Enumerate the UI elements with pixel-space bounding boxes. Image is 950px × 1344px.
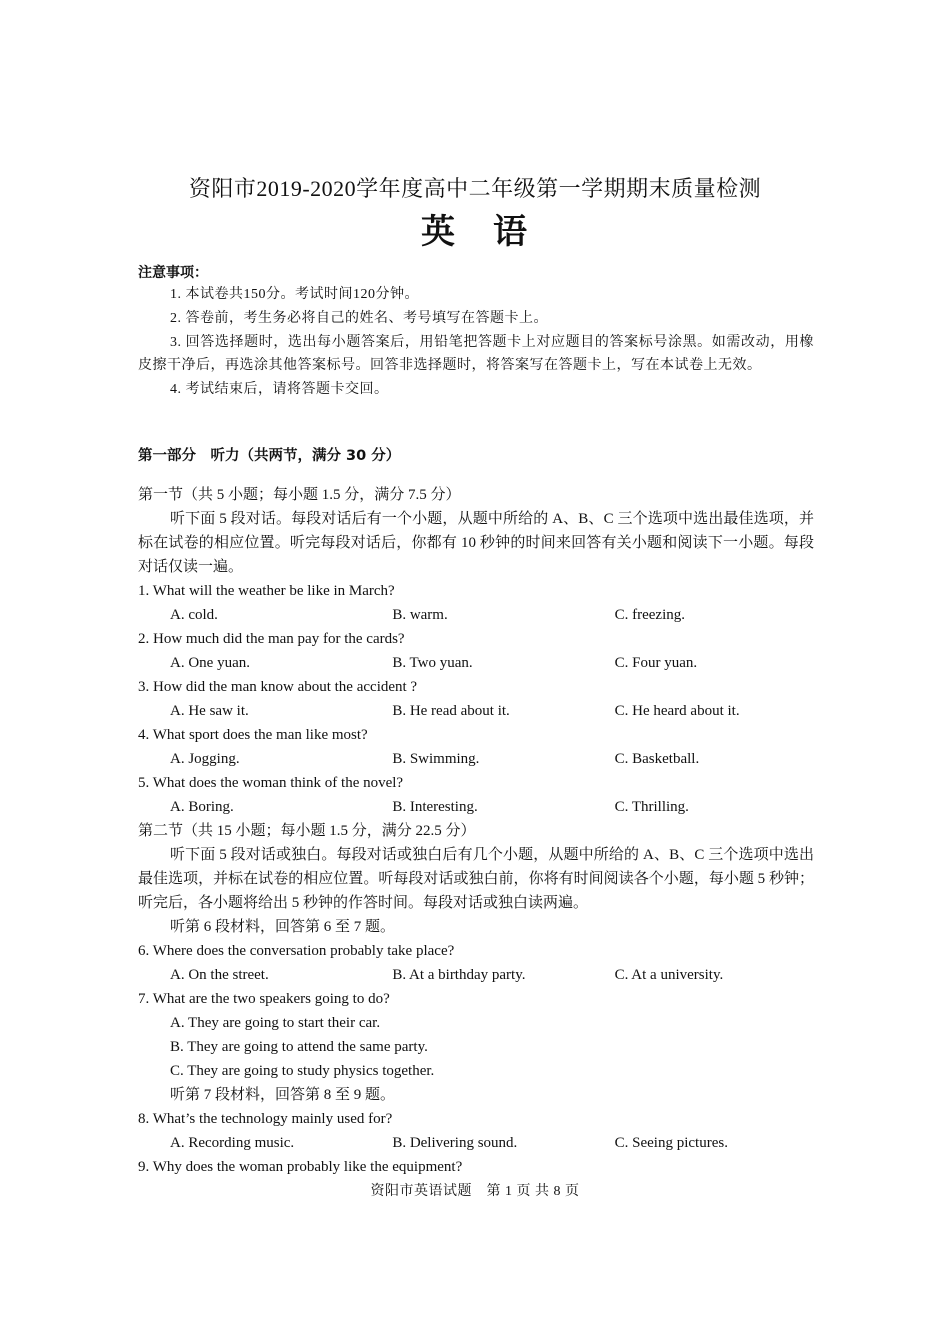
option-b: B. Interesting. <box>392 799 478 815</box>
section-title: 第一节（共 5 小题；每小题 1.5 分，满分 7.5 分） <box>138 487 461 503</box>
option-c: C. He heard about it. <box>614 703 740 719</box>
question-options <box>138 1131 814 1155</box>
notice-item: 1. 本试卷共150分。考试时间120分钟。 <box>170 287 419 302</box>
option-c: C. At a university. <box>614 967 724 983</box>
section-title: 第二节（共 15 小题；每小题 1.5 分，满分 22.5 分） <box>138 823 476 839</box>
option-a: A. Jogging. <box>170 751 240 767</box>
notice-section <box>138 263 814 402</box>
option-c: C. Four yuan. <box>614 655 698 671</box>
questions-content <box>138 483 814 1179</box>
option-b: B. warm. <box>392 607 448 623</box>
question-options <box>138 699 814 723</box>
option-c: C. Basketball. <box>614 751 700 767</box>
option-b: B. He read about it. <box>392 703 510 719</box>
option-b: B. They are going to attend the same party. <box>170 1039 428 1055</box>
question-options <box>138 747 814 771</box>
part-heading: 第一部分 听力（共两节，满分 30 分） <box>138 448 401 464</box>
option-a: A. cold. <box>170 607 218 623</box>
question-options <box>138 795 814 819</box>
question-stem: 6. Where does the conversation probably take place? <box>138 943 455 959</box>
notice-heading: 注意事项： <box>138 265 208 281</box>
option-b: B. Swimming. <box>392 751 480 767</box>
subject-title: 英 语 <box>421 212 529 252</box>
question-stem: 2. How much did the man pay for the cards? <box>138 631 405 647</box>
question-options <box>138 963 814 987</box>
option-b: B. Two yuan. <box>392 655 473 671</box>
question-stem: 4. What sport does the man like most? <box>138 727 368 743</box>
question-stem: 1. What will the weather be like in March? <box>138 583 395 599</box>
question-stem: 7. What are the two speakers going to do? <box>138 991 390 1007</box>
option-c: C. Thrilling. <box>614 799 689 815</box>
question-options <box>138 603 814 627</box>
notice-item: 2. 答卷前，考生务必将自己的姓名、考号填写在答题卡上。 <box>170 310 548 326</box>
notice-item: 4. 考试结束后，请将答题卡交回。 <box>170 382 389 398</box>
option-a: A. One yuan. <box>170 655 250 671</box>
option-b: B. At a birthday party. <box>392 967 526 983</box>
material-note: 听第 6 段材料，回答第 6 至 7 题。 <box>170 919 396 935</box>
exam-title: 资阳市2019-2020学年度高中二年级第一学期期末质量检测 <box>188 176 762 201</box>
question-stem: 8. What’s the technology mainly used for? <box>138 1111 393 1127</box>
option-a: A. He saw it. <box>170 703 249 719</box>
question-options <box>138 651 814 675</box>
page-footer: 资阳市英语试题 第 1 页 共 8 页 <box>370 1184 580 1199</box>
option-a: A. Boring. <box>170 799 234 815</box>
option-a: A. They are going to start their car. <box>170 1015 381 1031</box>
option-c: C. freezing. <box>614 607 686 623</box>
option-b: B. Delivering sound. <box>392 1135 518 1151</box>
option-c: C. Seeing pictures. <box>614 1135 728 1151</box>
option-a: A. Recording music. <box>170 1135 295 1151</box>
notice-item: 3. 回答选择题时，选出每小题答案后，用铅笔把答题卡上对应题目的答案标号涂黑。如需改动，用橡皮擦干净后，再选涂其他答案标号。回答非选择题时，将答案写在答题卡上，写在本试卷上无效。 <box>138 334 814 374</box>
section-instructions: 听下面 5 段对话。每段对话后有一个小题，从题中所给的 A、B、C 三个选项中选出最佳选项，并标在试卷的相应位置。听完每段对话后，你都有 10 秒钟的时间来回答有关小题和阅读下一小题。每段对话仅读一遍。 <box>138 511 814 575</box>
question-stem: 5. What does the woman think of the novel? <box>138 775 404 791</box>
section-instructions: 听下面 5 段对话或独白。每段对话或独白后有几个小题，从题中所给的 A、B、C 三个选项中选出最佳选项，并标在试卷的相应位置。听每段对话或独白前，你将有时间阅读各个小题，每小题 5 秒钟；听完后，各小题将给出 5 秒钟的作答时间。每段对话或独白读两遍。 <box>138 847 814 911</box>
option-c: C. They are going to study physics together. <box>170 1063 435 1079</box>
option-a: A. On the street. <box>170 967 269 983</box>
question-stem: 9. Why does the woman probably like the equipment? <box>138 1159 463 1175</box>
question-stem: 3. How did the man know about the accident ? <box>138 679 418 695</box>
material-note: 听第 7 段材料，回答第 8 至 9 题。 <box>170 1087 396 1103</box>
